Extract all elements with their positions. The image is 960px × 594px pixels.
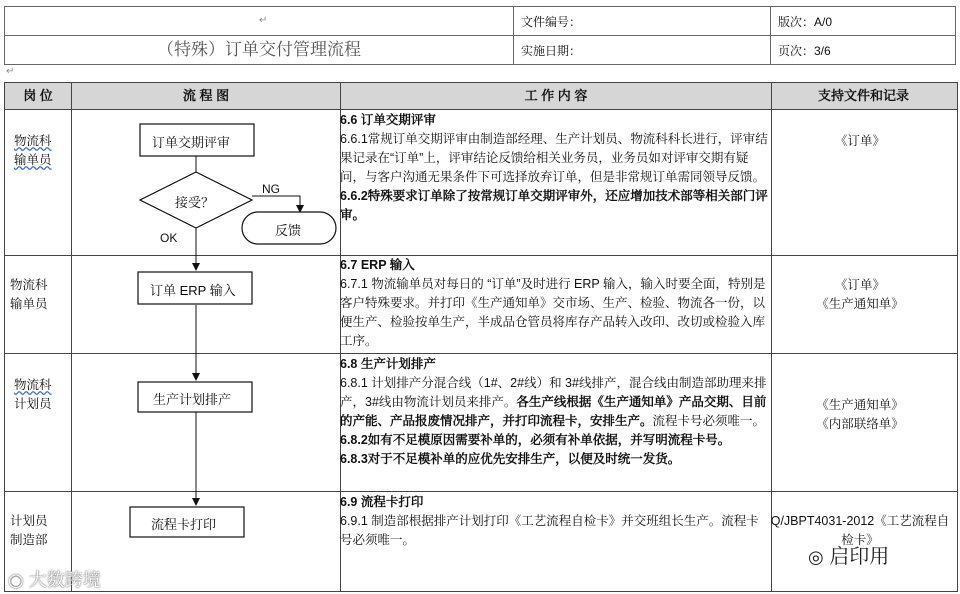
content-paragraph: 6.8.2如有不足模原因需要补单的，必须有补单依据，并写明流程卡号。	[340, 433, 731, 447]
content-text: 6.8.1 计划排产分混合线（1#、2#线）和 3#线排产，混合线由制造部助理来排产，3#线由物流计划员来排产。	[340, 376, 767, 409]
work-content-cell	[340, 111, 768, 225]
role-cell	[14, 376, 70, 414]
role-line: 制造部	[10, 533, 48, 547]
section-heading: 6.6 订单交期评审	[340, 113, 436, 127]
section-heading: 6.7 ERP 输入	[340, 258, 415, 272]
flow-label-production-scheduling: 生产计划排产	[153, 392, 232, 407]
content-paragraph: 6.6.1常规订单交期评审由制造部经理、生产计划员、物流科科长进行，评审结果记录在“订单”上，评审结论反馈给相关业务员，业务员如对评审交期有疑问，与客户沟通无果条件下可选择放弃订单，但是非常规订单需同领导反馈。	[340, 132, 768, 184]
role-line: 计划员	[10, 514, 48, 528]
role-line: 输单员	[14, 153, 52, 167]
work-content-cell	[340, 493, 768, 550]
content-paragraph	[340, 374, 768, 431]
role-cell	[10, 512, 66, 550]
paragraph-mark: ↵	[259, 15, 268, 26]
wechat-icon: ◎	[808, 547, 824, 567]
watermark-text: 大数跨境	[28, 570, 101, 590]
flow-label-erp-input: 订单 ERP 输入	[150, 283, 236, 298]
content-text: 流程卡号必须唯一。	[652, 414, 766, 428]
flow-label-feedback: 反馈	[275, 223, 302, 238]
ng-arrow	[252, 196, 300, 212]
flow-label-accept: 接受？	[175, 195, 215, 210]
column-header-flowchart: 流 程 图	[182, 88, 230, 103]
document-title: （特殊）订单交付管理流程	[157, 40, 361, 59]
role-line: 输单员	[10, 297, 48, 311]
role-cell	[14, 132, 70, 170]
reference-cell	[770, 132, 950, 151]
reference-item: 《生产通知单》	[816, 297, 904, 311]
watermark-right	[808, 540, 889, 569]
content-text-bold: 各生产线根据《生产通知单》产品交期、目前的产能、产品报废情况排产，并打印流程卡，安排生产。	[340, 395, 767, 428]
role-line: 物流科	[14, 378, 52, 392]
column-header-documents: 支持文件和记录	[817, 88, 909, 103]
column-header-work-content: 工 作 内 容	[524, 88, 588, 103]
watermark-left	[8, 566, 101, 592]
work-content-cell	[340, 355, 768, 469]
version-label: 版次：A/0	[778, 15, 833, 29]
work-content-cell	[340, 256, 768, 351]
content-paragraph: 6.9.1 制造部根据排产计划打印《工艺流程自检卡》并交班组长生产。流程卡号必须唯一。	[340, 514, 759, 547]
role-cell	[10, 276, 66, 314]
flow-label-ng: NG	[262, 182, 280, 196]
reference-item: Q/JBPT4031-2012《工艺流程自检卡》	[770, 514, 950, 547]
reference-item: 《内部联络单》	[816, 417, 904, 431]
section-heading: 6.9 流程卡打印	[340, 495, 424, 509]
flow-label-order-review: 订单交期评审	[152, 135, 231, 150]
effective-date-label: 实施日期：	[521, 44, 582, 58]
section-heading: 6.8 生产计划排产	[340, 357, 436, 371]
content-paragraph: 6.6.2特殊要求订单除了按常规订单交期评审外，还应增加技术部等相关部门评审。	[340, 189, 768, 222]
role-line: 物流科	[10, 278, 48, 292]
flow-label-ok: OK	[160, 231, 178, 245]
doc-number-label: 文件编号：	[521, 15, 582, 29]
content-paragraph: 6.8.3对于不足模补单的应优先安排生产，以便及时统一发货。	[340, 452, 681, 466]
role-line: 物流科	[14, 134, 52, 148]
column-header-role: 岗 位	[23, 88, 53, 103]
reference-item: 《订单》	[834, 278, 885, 292]
reference-item: 《订单》	[834, 134, 885, 148]
paragraph-mark: ↵	[6, 66, 15, 77]
reference-cell	[770, 276, 950, 314]
reference-cell	[770, 396, 950, 434]
page-number-label: 页次：3/6	[778, 44, 831, 58]
reference-item: 《生产通知单》	[816, 398, 904, 412]
content-paragraph: 6.7.1 物流输单员对每日的 “订单”及时进行 ERP 输入，输入时要全面，特别是客户特殊要求。并打印《生产通知单》交市场、生产、检验、物流各一份，以便生产、检验按单生产，半成品仓管员将库存产品转入改印、改切或检验入库工序。	[340, 277, 766, 348]
role-line: 计划员	[14, 397, 52, 411]
watermark-text: 启印用	[829, 546, 890, 568]
weibo-icon: ◉	[8, 570, 24, 590]
flow-label-card-printing: 流程卡打印	[151, 517, 217, 532]
